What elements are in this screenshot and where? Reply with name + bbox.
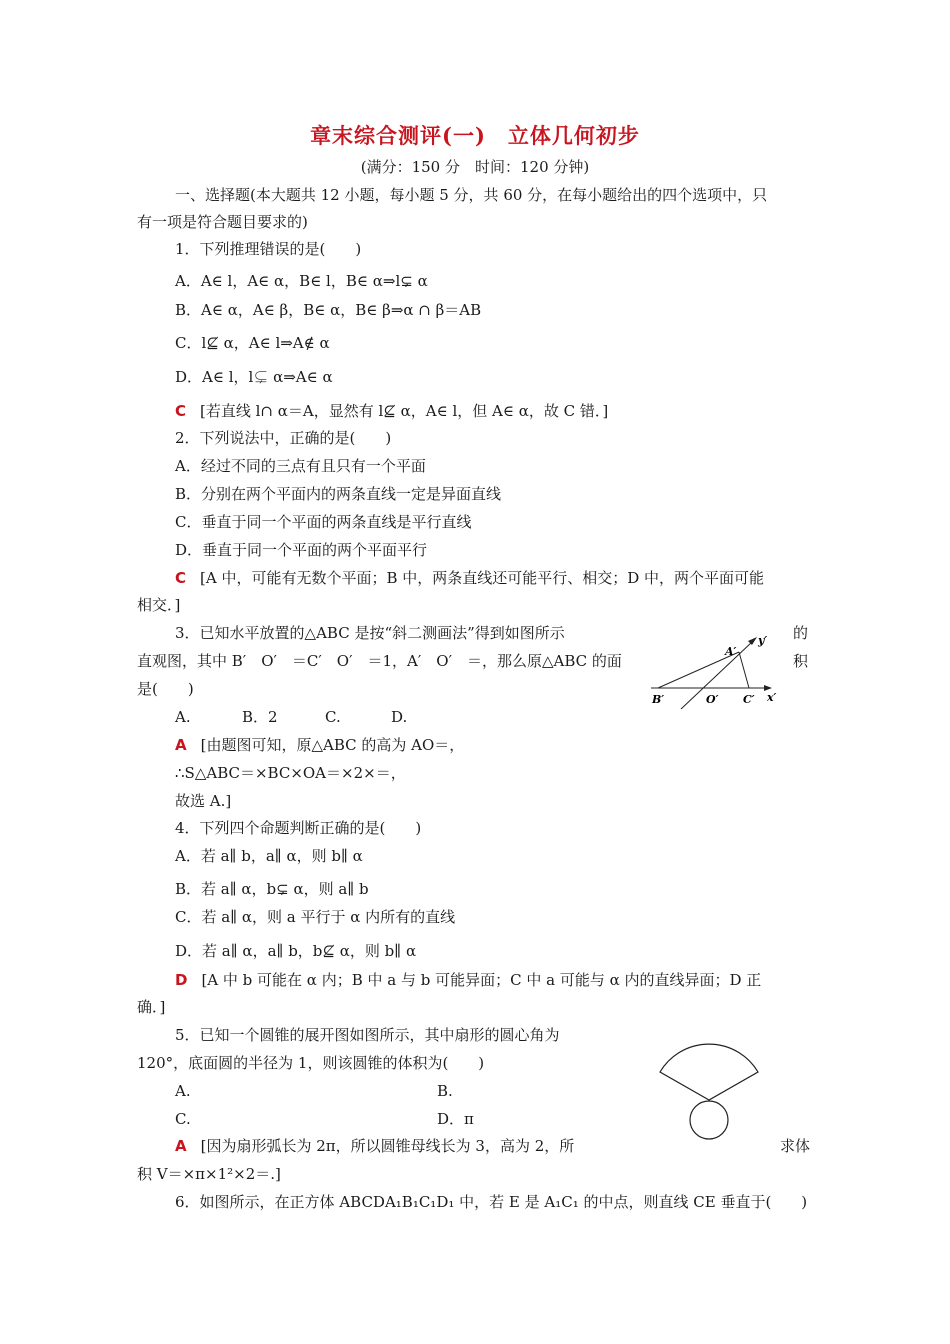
q5-option-d: D．π xyxy=(437,1110,474,1128)
q1-option-a: A．A∈ l，A∈ α，B∈ l，B∈ α⇒l⊊ α xyxy=(175,272,428,290)
q5-explanation-1: [因为扇形弧长为 2π，所以圆锥母线长为 3，高为 2，所 xyxy=(200,1137,575,1155)
q4-option-c: C．若 a∥ α，则 a 平行于 α 内所有的直线 xyxy=(175,908,456,926)
q4-explanation-1: [A 中 b 可能在 α 内；B 中 a 与 b 可能异面；C 中 a 可能与 α 内的直线异面；D 正 xyxy=(201,971,762,989)
q5-explanation-1-tail: 求体 xyxy=(780,1137,811,1155)
q3-explanation-1: [由题图可知，原△ABC 的高为 AO＝， xyxy=(200,736,465,754)
q5-explanation-2: 积 V＝×π×1²×2＝.] xyxy=(137,1165,281,1183)
q3-label-x: x′ xyxy=(767,691,777,704)
q3-stem-line-1-tail: 的 xyxy=(793,624,809,642)
q1-option-d: D．A∈ l，l⊊ α⇒A∈ α xyxy=(175,368,333,386)
q3-explanation-2: ∴S△ABC＝×BC×OA＝×2×＝， xyxy=(175,764,406,782)
q3-explanation-3: 故选 A.] xyxy=(175,792,232,810)
q2-explanation-1: [A 中，可能有无数个平面；B 中，两条直线还可能平行、相交；D 中，两个平面可能 xyxy=(200,569,765,587)
q2-stem: 2．下列说法中，正确的是( ) xyxy=(175,429,392,447)
q4-option-d: D．若 a∥ α，a∥ b，b⊈ α，则 b∥ α xyxy=(175,942,417,960)
q2-explanation-2: 相交．] xyxy=(137,596,181,614)
q1-explanation: [若直线 l∩ α＝A，显然有 l⊈ α，A∈ l，但 A∈ α，故 C 错．] xyxy=(200,402,609,420)
exam-info: (满分：150 分 时间：120 分钟) xyxy=(360,158,590,176)
q3-label-c: C′ xyxy=(743,693,755,706)
q5-option-a: A. xyxy=(175,1082,191,1100)
q3-option-a: A. xyxy=(175,708,191,726)
q4-answer: D xyxy=(175,971,188,989)
q4-option-a: A．若 a∥ b，a∥ α，则 b∥ α xyxy=(175,847,363,865)
q3-option-c: C. xyxy=(325,708,341,726)
q4-stem: 4．下列四个命题判断正确的是( ) xyxy=(175,819,422,837)
q3-edge-ac xyxy=(739,652,749,688)
section-heading-line-1: 一、选择题(本大题共 12 小题，每小题 5 分，共 60 分，在每小题给出的四个选项中，只 xyxy=(175,186,768,204)
q5-option-c: C. xyxy=(175,1110,191,1128)
q6-stem: 6．如图所示，在正方体 ABCDA₁B₁C₁D₁ 中，若 E 是 A₁C₁ 的中点，则直线 CE 垂直于( ) xyxy=(175,1193,808,1211)
q2-option-b: B．分别在两个平面内的两条直线一定是异面直线 xyxy=(175,485,502,503)
q1-option-c: C．l⊈ α，A∈ l⇒A∉ α xyxy=(175,334,330,352)
q5-stem-line-2: 120°，底面圆的半径为 1，则该圆锥的体积为( ) xyxy=(137,1054,485,1072)
q2-option-c: C．垂直于同一个平面的两条直线是平行直线 xyxy=(175,513,472,531)
q3-stem-line-3: 是( ) xyxy=(137,680,194,698)
q5-option-b: B. xyxy=(437,1082,453,1100)
q1-solution xyxy=(175,401,608,421)
q3-option-d: D. xyxy=(391,708,408,726)
page-title: 章末综合测评(一) 立体几何初步 xyxy=(310,123,640,148)
q5-solution xyxy=(175,1136,574,1156)
q4-explanation-2: 确．] xyxy=(137,998,166,1016)
q3-answer: A xyxy=(175,736,187,754)
q3-label-b: B′ xyxy=(652,693,665,706)
q2-option-d: D．垂直于同一个平面的两个平面平行 xyxy=(175,541,428,559)
q5-stem-line-1: 5．已知一个圆锥的展开图如图所示，其中扇形的圆心角为 xyxy=(175,1026,560,1044)
q2-option-a: A．经过不同的三点有且只有一个平面 xyxy=(175,457,426,475)
q4-option-b: B．若 a∥ α，b⊊ α，则 a∥ b xyxy=(175,880,369,898)
q3-solution xyxy=(175,735,464,755)
q3-label-y: y′ xyxy=(758,634,768,647)
q4-solution xyxy=(175,970,761,990)
q3-oblique-triangle-figure xyxy=(648,630,788,710)
q3-option-b: B．2 xyxy=(242,708,278,726)
q2-answer: C xyxy=(175,569,187,587)
q2-solution xyxy=(175,568,764,588)
q3-stem-line-1: 3．已知水平放置的△ABC 是按“斜二测画法”得到如图所示 xyxy=(175,624,565,642)
q3-stem-line-2: 直观图，其中 B′ O′ ＝C′ O′ ＝1，A′ O′ ＝，那么原△ABC 的面 xyxy=(137,652,622,670)
q1-option-b: B．A∈ α，A∈ β，B∈ α，B∈ β⇒α ∩ β＝AB xyxy=(175,301,482,319)
q1-stem: 1．下列推理错误的是( ) xyxy=(175,240,362,258)
q5-cone-net-figure xyxy=(652,1014,772,1144)
q3-label-o: O′ xyxy=(706,693,719,706)
q1-answer: C xyxy=(175,402,187,420)
q3-y-axis-arrow xyxy=(748,637,757,645)
q5-sector xyxy=(660,1044,758,1100)
q5-base-circle xyxy=(690,1101,728,1139)
q5-answer: A xyxy=(175,1137,187,1155)
q3-stem-line-2-tail: 积 xyxy=(793,652,809,670)
section-heading-line-2: 有一项是符合题目要求的) xyxy=(137,213,308,231)
q3-label-a: A′ xyxy=(725,645,737,658)
